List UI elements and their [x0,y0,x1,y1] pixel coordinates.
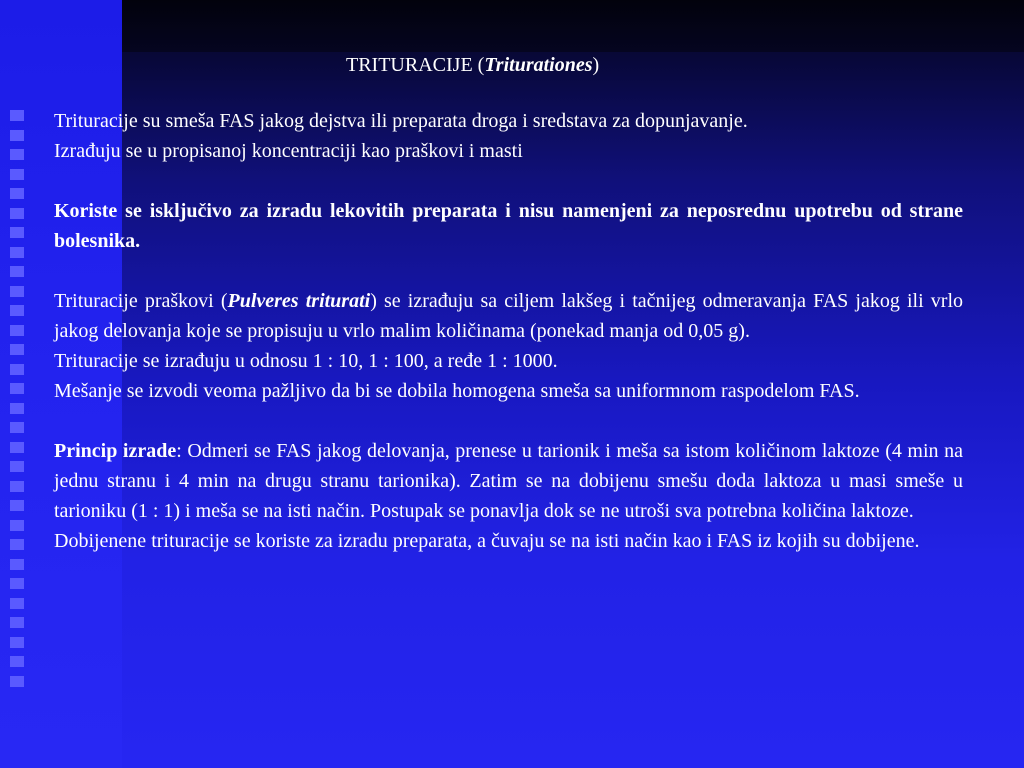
strip-square [10,247,24,258]
title-close-paren: ) [592,54,600,76]
strip-square [10,325,24,336]
paragraph-concentration: Izrađuju se u propisanoj koncentraciji kao praškovi i masti [54,140,523,162]
paragraph-definition: Trituracije su smeša FAS jakog dejstva ili preparata droga i sredstava za dopunjavanje. [54,110,748,132]
strip-square [10,539,24,550]
strip-square [10,286,24,297]
strip-square [10,442,24,453]
paragraph-preparation-principle [54,436,963,526]
strip-square [10,578,24,589]
strip-square [10,383,24,394]
paragraph-powder-triturations [54,286,963,346]
strip-square [10,559,24,570]
slide-content [54,52,963,556]
strip-square [10,130,24,141]
strip-square [10,149,24,160]
strip-square [10,676,24,687]
strip-square [10,617,24,628]
strip-square [10,227,24,238]
strip-square [10,422,24,433]
title-latin-name: Triturationes [484,54,593,76]
paragraph-ratios: Trituracije se izrađuju u odnosu 1 : 10, 1 : 100, a ređe 1 : 1000. [54,350,558,372]
powder-latin-name: Pulveres triturati [227,290,371,312]
strip-square [10,500,24,511]
strip-square [10,598,24,609]
strip-square [10,344,24,355]
paragraph-usage-note: Koriste se isključivo za izradu lekovitih preparata i nisu namenjeni za neposrednu upotrebu od strane bolesnika. [54,200,963,252]
title-text: TRITURACIJE ( [346,54,485,76]
strip-square [10,520,24,531]
strip-square [10,481,24,492]
strip-square [10,208,24,219]
powder-text-start: Trituracije praškovi ( [54,290,228,312]
film-strip-decoration [10,110,24,695]
strip-square [10,637,24,648]
powder-text-end: ) se izrađuju sa ciljem lakšeg i tačnijeg odmeravanja FAS jakog ili vrlo jakog delovanja koje se propisuju u vrlo malim količinama (ponekad manja od 0,05 g). [54,290,963,342]
strip-square [10,188,24,199]
strip-square [10,403,24,414]
strip-square [10,656,24,667]
principle-heading: Princip izrade [54,440,177,462]
principle-text: : Odmeri se FAS jakog delovanja, prenese u tarionik i meša sa istom količinom laktoze (4 min na jednu stranu i 4 min na drugu stranu tarionika). Zatim se na dobijenu smešu doda laktoza u masi smeše u tarioniku (1 : 1) i meša se na isti način. Postupak se ponavlja dok se ne utroši sva potrebna količina laktoze. [54,440,963,522]
strip-square [10,169,24,180]
paragraph-mixing: Mešanje se izvodi veoma pažljivo da bi se dobila homogena smeša sa uniformnom raspodelom FAS. [54,380,860,402]
paragraph-storage: Dobijenene trituracije se koriste za izradu preparata, a čuvaju se na isti način kao i FAS iz kojih su dobijene. [54,530,920,552]
strip-square [10,305,24,316]
slide-title [54,52,963,78]
strip-square [10,461,24,472]
strip-square [10,364,24,375]
strip-square [10,110,24,121]
strip-square [10,266,24,277]
top-dark-strip [122,0,1024,52]
